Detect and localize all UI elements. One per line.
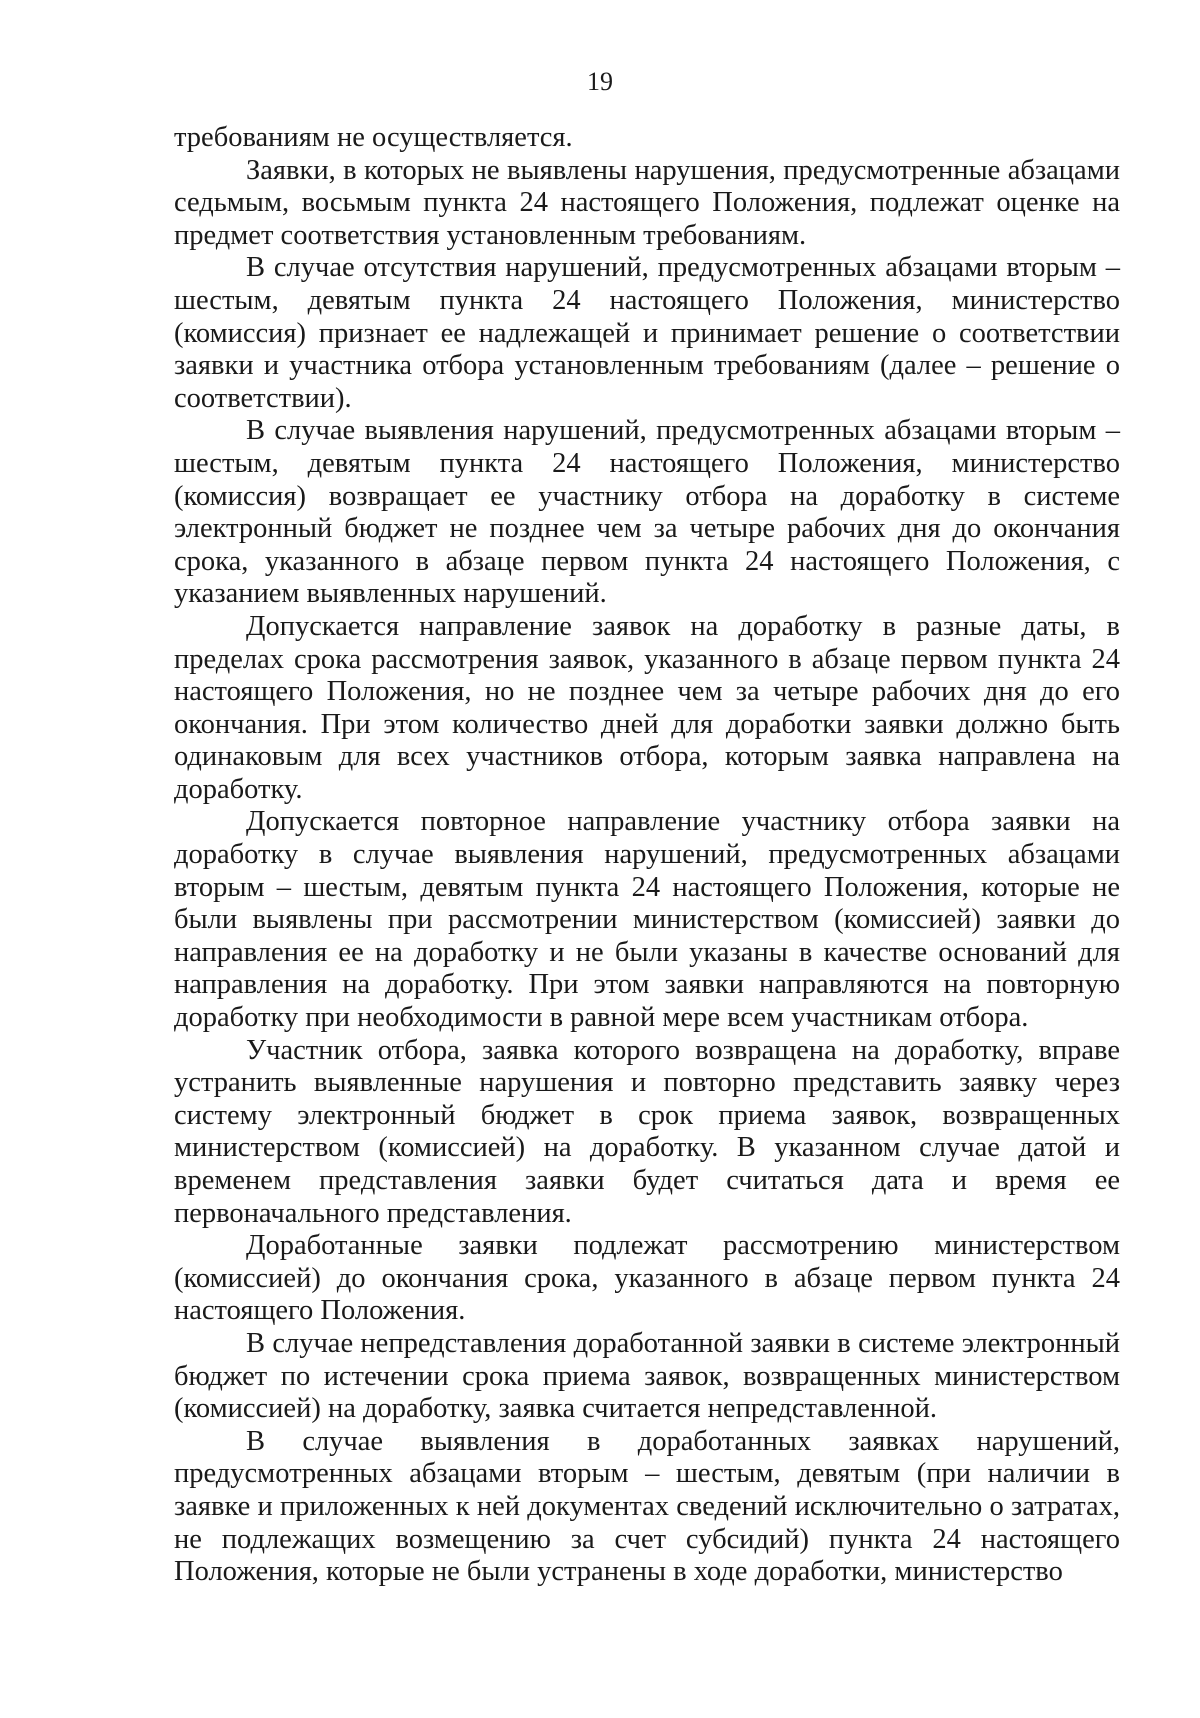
paragraph: В случае отсутствия нарушений, предусмотренных абзацами вторым – шестым, девятым пункта 24 настоящего Положения, министерство (комиссия) признает ее надлежащей и принимает решение о соответствии заявки и участника отбора установленным требованиям (далее – решение о соответствии).: [174, 252, 1120, 414]
paragraph: Допускается повторное направление участнику отбора заявки на доработку в случае выявления нарушений, предусмотренных абзацами вторым – шестым, девятым пункта 24 настоящего Положения, которые не были выявлены при рассмотрении министерством (комиссией) заявки до направления ее на доработку и не были указаны в качестве оснований для направления на доработку. При этом заявки направляются на повторную доработку при необходимости в равной мере всем участникам отбора.: [174, 806, 1120, 1034]
paragraph: Заявки, в которых не выявлены нарушения, предусмотренные абзацами седьмым, восьмым пункта 24 настоящего Положения, подлежат оценке на предмет соответствия установленным требованиям.: [174, 154, 1120, 251]
paragraph: В случае выявления нарушений, предусмотренных абзацами вторым – шестым, девятым пункта 24 настоящего Положения, министерство (комиссия) возвращает ее участнику отбора на доработку в системе электронный бюджет не позднее чем за четыре рабочих дня до окончания срока, указанного в абзаце первом пункта 24 настоящего Положения, с указанием выявленных нарушений.: [174, 415, 1120, 610]
body-text: [174, 122, 1120, 1589]
paragraph: Участник отбора, заявка которого возвращена на доработку, вправе устранить выявленные нарушения и повторно представить заявку через систему электронный бюджет в срок приема заявок, возвращенных министерством (комиссией) на доработку. В указанном случае датой и временем представления заявки будет считаться дата и время ее первоначального представления.: [174, 1034, 1120, 1229]
paragraph: Допускается направление заявок на доработку в разные даты, в пределах срока рассмотрения заявок, указанного в абзаце первом пункта 24 настоящего Положения, но не позднее чем за четыре рабочих дня до его окончания. При этом количество дней для доработки заявки должно быть одинаковым для всех участников отбора, которым заявка направлена на доработку.: [174, 610, 1120, 805]
paragraph-continuation: требованиям не осуществляется.: [174, 122, 573, 153]
paragraph: В случае выявления в доработанных заявках нарушений, предусмотренных абзацами вторым – шестым, девятым (при наличии в заявке и приложенных к ней документах сведений исключительно о затратах, не подлежащих возмещению за счет субсидий) пункта 24 настоящего Положения, которые не были устранены в ходе доработки, министерство: [174, 1425, 1120, 1588]
paragraph: Доработанные заявки подлежат рассмотрению министерством (комиссией) до окончания срока, указанного в абзаце первом пункта 24 настоящего Положения.: [174, 1230, 1120, 1327]
page-number: 19: [587, 67, 613, 96]
paragraph: В случае непредставления доработанной заявки в системе электронный бюджет по истечении срока приема заявок, возвращенных министерством (комиссией) на доработку, заявка считается непредставленной.: [174, 1327, 1120, 1425]
